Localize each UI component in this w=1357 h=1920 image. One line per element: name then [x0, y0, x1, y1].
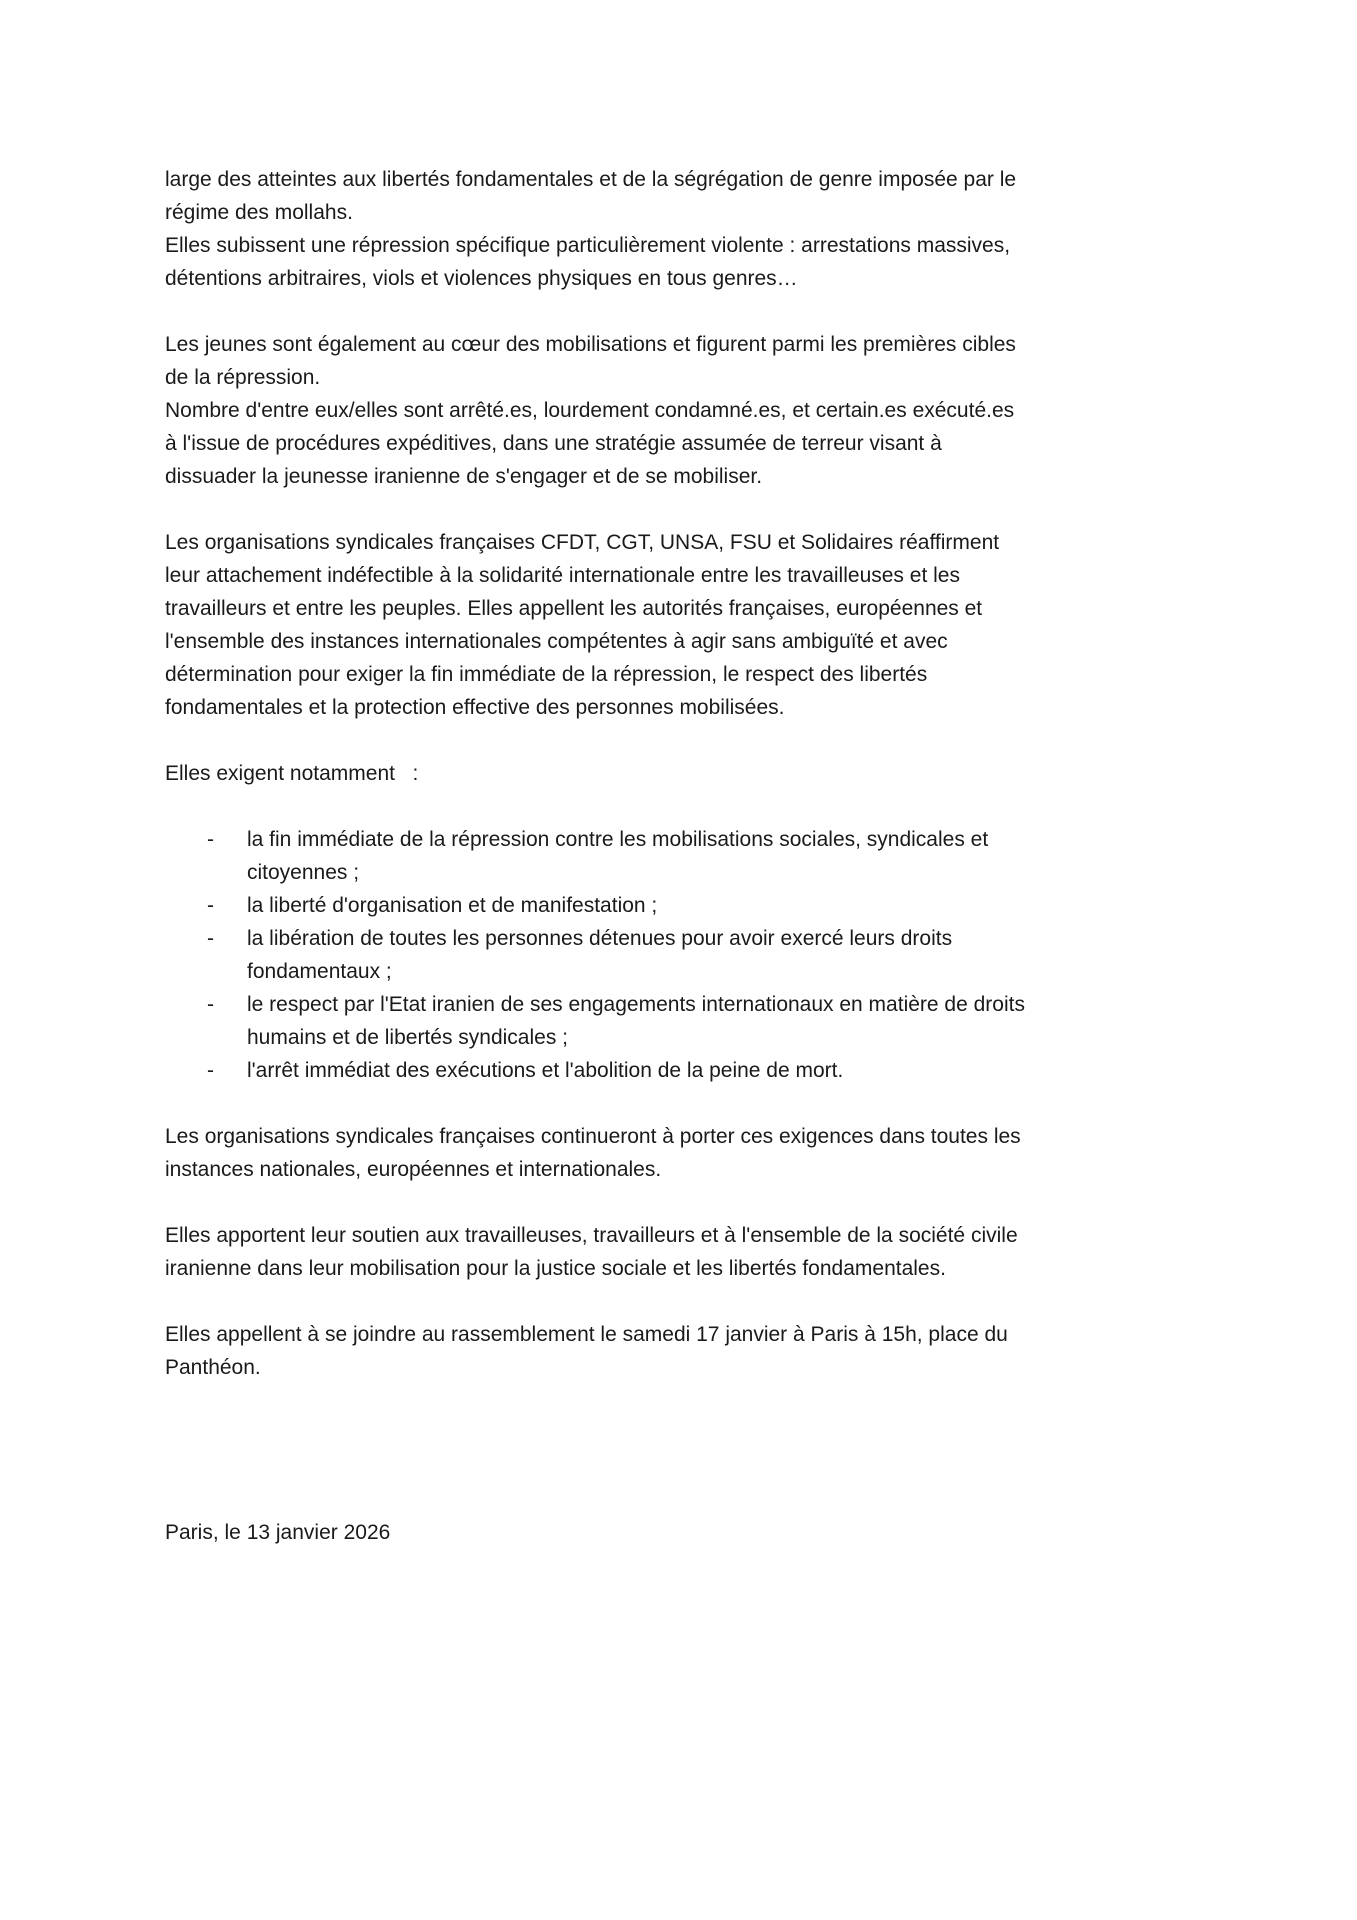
text-line: détermination pour exiger la fin immédiate de la répression, le respect des libertés — [165, 663, 928, 686]
text-line: de la répression. — [165, 366, 321, 389]
text-line: humains et de libertés syndicales ; — [247, 1026, 568, 1049]
text-line: l'ensemble des instances internationales compétentes à agir sans ambiguïté et avec — [165, 630, 948, 653]
date-text: Paris, le 13 janvier 2026 — [165, 1521, 391, 1544]
paragraph-spacer — [165, 790, 1225, 823]
text-line: Elles exigent notamment : — [165, 762, 419, 785]
paragraph-support-civil-society — [165, 1219, 1225, 1285]
text-line: régime des mollahs. — [165, 201, 353, 224]
bullet-dash-icon: - — [207, 894, 214, 917]
paragraph-continue-demands — [165, 1120, 1225, 1186]
bullet-dash-icon: - — [207, 927, 214, 950]
text-line: détentions arbitraires, viols et violences physiques en tous genres… — [165, 267, 798, 290]
text-line: Les organisations syndicales françaises continueront à porter ces exigences dans toutes les — [165, 1125, 1021, 1148]
text-line: le respect par l'Etat iranien de ses engagements internationaux en matière de droits — [247, 993, 1025, 1016]
paragraph-spacer — [165, 493, 1225, 526]
text-line: Elles subissent une répression spécifique particulièrement violente : arrestations massives, — [165, 234, 1011, 257]
text-line: Les jeunes sont également au cœur des mobilisations et figurent parmi les premières cibles — [165, 333, 1016, 356]
text-line: la libération de toutes les personnes détenues pour avoir exercé leurs droits — [247, 927, 953, 950]
document-page — [165, 163, 1225, 1549]
bullet-dash-icon: - — [207, 993, 214, 1016]
paragraph-youth-repression — [165, 328, 1225, 493]
demand-item — [165, 988, 1225, 1054]
dateline — [165, 1516, 1225, 1549]
paragraph-spacer — [165, 724, 1225, 757]
text-line: fondamentaux ; — [247, 960, 392, 983]
demand-item — [165, 922, 1225, 988]
text-line: iranienne dans leur mobilisation pour la justice sociale et les libertés fondamentales. — [165, 1257, 946, 1280]
text-line: citoyennes ; — [247, 861, 360, 884]
text-line: large des atteintes aux libertés fondamentales et de la ségrégation de genre imposée par le — [165, 168, 1017, 191]
text-line: à l'issue de procédures expéditives, dans une stratégie assumée de terreur visant à — [165, 432, 942, 455]
text-line: fondamentales et la protection effective des personnes mobilisées. — [165, 696, 785, 719]
demand-item — [165, 1054, 1225, 1087]
demand-item — [165, 823, 1225, 889]
text-line: Nombre d'entre eux/elles sont arrêté.es, lourdement condamné.es, et certain.es exécuté.es — [165, 399, 1015, 422]
paragraph-spacer — [165, 1087, 1225, 1120]
text-line: Les organisations syndicales françaises CFDT, CGT, UNSA, FSU et Solidaires réaffirment — [165, 531, 1000, 554]
bullet-dash-icon: - — [207, 828, 214, 851]
demands-intro — [165, 757, 1225, 790]
text-line: leur attachement indéfectible à la solidarité internationale entre les travailleuses et les — [165, 564, 960, 587]
paragraph-spacer — [165, 1186, 1225, 1219]
text-line: dissuader la jeunesse iranienne de s'engager et de se mobiliser. — [165, 465, 763, 488]
text-line: Elles appellent à se joindre au rassemblement le samedi 17 janvier à Paris à 15h, place du — [165, 1323, 1008, 1346]
text-line: la fin immédiate de la répression contre les mobilisations sociales, syndicales et — [247, 828, 989, 851]
text-line: la liberté d'organisation et de manifestation ; — [247, 894, 658, 917]
text-line: instances nationales, européennes et internationales. — [165, 1158, 662, 1181]
paragraph-spacer — [165, 1384, 1225, 1516]
paragraph-union-solidarity — [165, 526, 1225, 724]
text-line: Elles apportent leur soutien aux travailleuses, travailleurs et à l'ensemble de la société civile — [165, 1224, 1018, 1247]
paragraph-rally-call — [165, 1318, 1225, 1384]
bullet-dash-icon: - — [207, 1059, 214, 1082]
demands-list — [165, 823, 1225, 1087]
text-line: l'arrêt immédiat des exécutions et l'abolition de la peine de mort. — [247, 1059, 844, 1082]
text-line: Panthéon. — [165, 1356, 261, 1379]
text-line: travailleurs et entre les peuples. Elles appellent les autorités françaises, européennes et — [165, 597, 983, 620]
paragraph-spacer — [165, 1285, 1225, 1318]
paragraph-spacer — [165, 295, 1225, 328]
demand-item — [165, 889, 1225, 922]
paragraph-women-repression — [165, 163, 1225, 295]
